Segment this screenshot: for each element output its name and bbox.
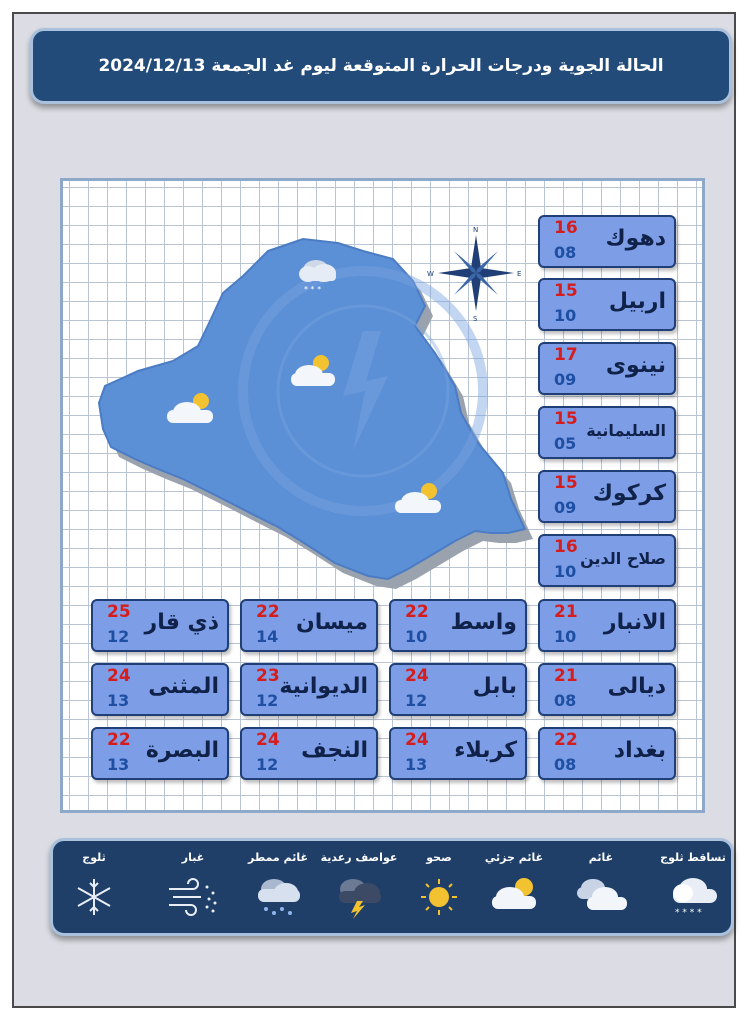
high-temp: 15 [554, 409, 578, 429]
sun-icon [409, 875, 469, 919]
high-temp: 22 [256, 602, 280, 622]
low-temp: 13 [405, 755, 428, 774]
low-temp: 10 [554, 306, 577, 325]
compass-north-label: N [473, 226, 479, 234]
city-card-nineveh [538, 342, 676, 395]
city-name: كربلاء [454, 738, 517, 763]
city-card-babil [389, 663, 527, 716]
legend-item-cloudy [558, 851, 644, 915]
city-name: كركوك [592, 481, 666, 506]
page-title: الحالة الجوية ودرجات الحرارة المتوقعة ليوم غد الجمعة 2024/12/13 [98, 56, 664, 76]
rain-cloud-icon [248, 875, 308, 919]
city-name: المثنى [148, 674, 219, 699]
svg-text:* * * *: * * * * [675, 908, 702, 918]
high-temp: 21 [554, 666, 578, 686]
svg-text:* * *: * * * [304, 285, 322, 294]
low-temp: 09 [554, 498, 577, 517]
city-name: الانبار [603, 610, 666, 635]
low-temp: 10 [554, 627, 577, 646]
city-name: البصرة [145, 738, 219, 763]
legend-item-snow [51, 851, 137, 919]
high-temp: 22 [554, 730, 578, 750]
city-name: ميسان [295, 610, 368, 635]
low-temp: 12 [256, 755, 279, 774]
high-temp: 24 [107, 666, 131, 686]
legend-label: تساقط ثلوج [660, 851, 726, 864]
city-name: اربيل [608, 289, 666, 314]
cloudy-icon [571, 875, 631, 915]
map-panel [60, 178, 705, 813]
low-temp: 10 [554, 562, 577, 581]
legend-label: صحو [426, 851, 452, 864]
snowflake-icon [64, 875, 124, 919]
partly-cloudy-icon [484, 875, 544, 915]
legend-item-partly-cloudy [471, 851, 557, 915]
low-temp: 14 [256, 627, 279, 646]
legend-label: عواصف رعدية [320, 851, 398, 864]
low-temp: 08 [554, 755, 577, 774]
high-temp: 16 [554, 537, 578, 557]
city-name: نينوى [605, 353, 666, 378]
city-card-sulaymaniyah [538, 406, 676, 459]
compass-south-label: S [473, 315, 478, 323]
city-name: الديوانية [279, 674, 368, 699]
city-name: واسط [450, 610, 517, 635]
low-temp: 12 [256, 691, 279, 710]
snow-cloud-icon [663, 875, 723, 919]
city-card-basra [91, 727, 229, 780]
low-temp: 09 [554, 370, 577, 389]
legend-item-dust [150, 851, 236, 919]
legend-item-rain-cloud [235, 851, 321, 919]
legend-item-snowfall [650, 851, 736, 919]
high-temp: 22 [107, 730, 131, 750]
city-name: صلاح الدين [580, 549, 666, 568]
city-name: ديالى [607, 674, 666, 699]
high-temp: 17 [554, 345, 578, 365]
city-name: دهوك [605, 226, 666, 251]
city-card-salahaddin [538, 534, 676, 587]
city-name: النجف [301, 738, 368, 763]
high-temp: 21 [554, 602, 578, 622]
high-temp: 24 [405, 730, 429, 750]
city-name: السليمانية [586, 421, 666, 440]
high-temp: 24 [256, 730, 280, 750]
high-temp: 24 [405, 666, 429, 686]
city-card-diyala [538, 663, 676, 716]
city-card-anbar [538, 599, 676, 652]
high-temp: 22 [405, 602, 429, 622]
title-banner [30, 28, 732, 104]
city-name: بغداد [613, 738, 666, 763]
city-name: بابل [472, 674, 517, 699]
high-temp: 25 [107, 602, 131, 622]
low-temp: 12 [107, 627, 130, 646]
legend-label: غبار [181, 851, 205, 864]
dust-icon [163, 875, 223, 919]
legend-item-thunderstorm [316, 851, 402, 919]
city-card-karbala [389, 727, 527, 780]
city-card-maysan [240, 599, 378, 652]
low-temp: 08 [554, 243, 577, 262]
city-card-diwaniyah [240, 663, 378, 716]
low-temp: 10 [405, 627, 428, 646]
compass-west-label: W [427, 270, 434, 278]
legend-label: ثلوج [82, 851, 106, 864]
compass-rose [427, 226, 521, 323]
high-temp: 15 [554, 281, 578, 301]
low-temp: 08 [554, 691, 577, 710]
city-card-erbil [538, 278, 676, 331]
legend-label: غائم جزئي [484, 851, 544, 864]
low-temp: 13 [107, 755, 130, 774]
high-temp: 23 [256, 666, 280, 686]
city-card-najaf [240, 727, 378, 780]
high-temp: 16 [554, 218, 578, 238]
legend-label: غائم [588, 851, 614, 864]
low-temp: 12 [405, 691, 428, 710]
low-temp: 13 [107, 691, 130, 710]
legend-label: غائم ممطر [248, 851, 308, 864]
low-temp: 05 [554, 434, 577, 453]
weather-legend [50, 838, 734, 936]
city-card-muthanna [91, 663, 229, 716]
city-card-duhok [538, 215, 676, 268]
compass-east-label: E [517, 270, 522, 278]
high-temp: 15 [554, 473, 578, 493]
legend-item-clear [396, 851, 482, 919]
city-name: ذي قار [144, 610, 219, 635]
city-card-kirkuk [538, 470, 676, 523]
city-card-baghdad [538, 727, 676, 780]
city-card-dhiqar [91, 599, 229, 652]
city-card-wasit [389, 599, 527, 652]
thunderstorm-icon [329, 875, 389, 919]
